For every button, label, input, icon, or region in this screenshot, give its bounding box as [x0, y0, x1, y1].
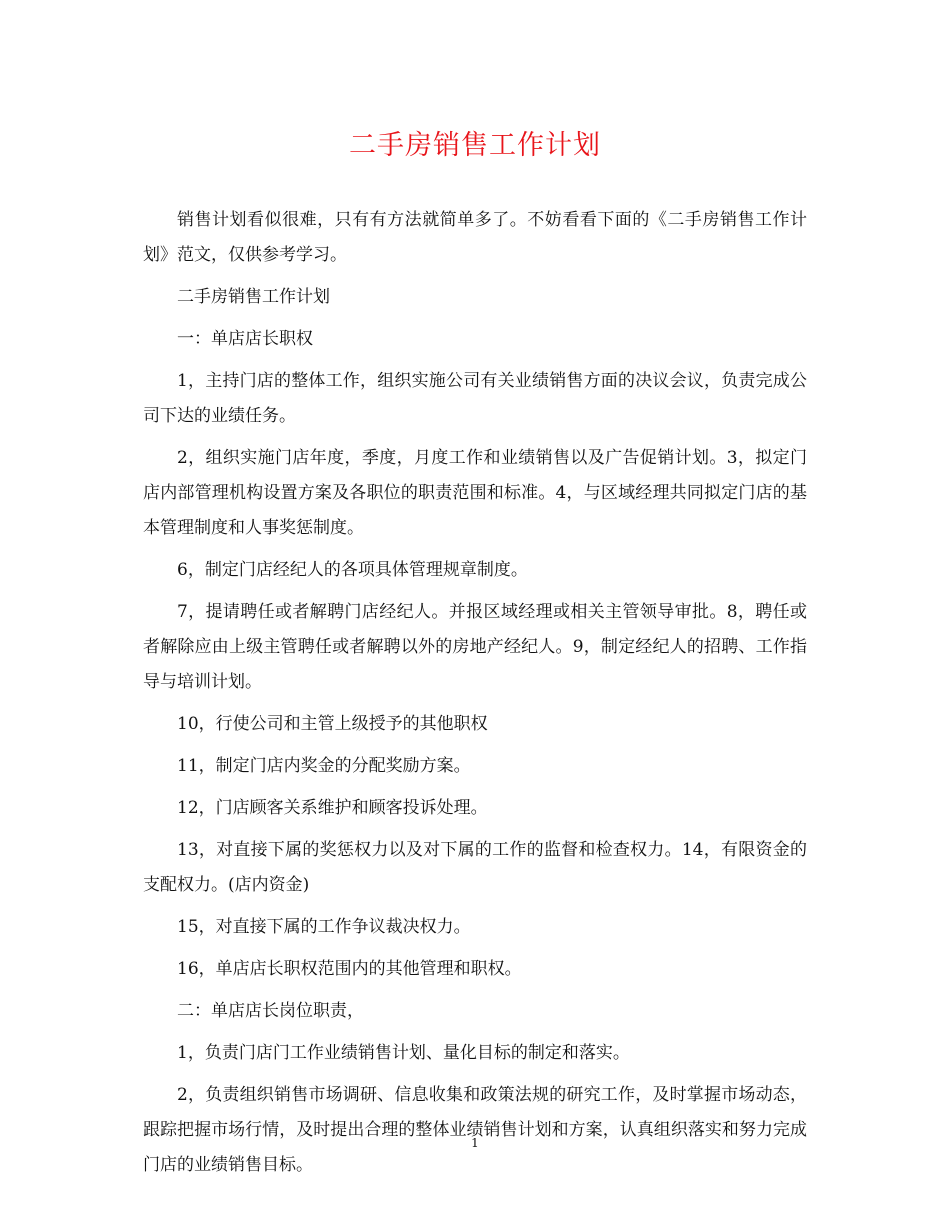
paragraph: 6，制定门店经纪人的各项具体管理规章制度。	[177, 560, 528, 580]
paragraph: 7，提请聘任或者解聘门店经纪人。并报区域经理或相关主管领导审批。8，聘任或者解除应由上级主管聘任或者解聘以外的房地产经纪人。9，制定经纪人的招聘、工作指导与培训计划。	[143, 602, 807, 692]
paragraph: 13，对直接下属的奖惩权力以及对下属的工作的监督和检查权力。14，有限资金的支配权力。(店内资金)	[143, 840, 807, 895]
paragraph-intro: 销售计划看似很难，只有有方法就简单多了。不妨看看下面的《二手房销售工作计划》范文，仅供参考学习。	[143, 210, 807, 265]
paragraph: 15，对直接下属的工作争议裁决权力。	[177, 917, 471, 937]
section-heading-2: 二：单店店长岗位职责，	[177, 1001, 364, 1021]
document-body	[143, 203, 807, 1190]
page-number: 1	[471, 1136, 479, 1150]
paragraph: 11，制定门店内奖金的分配奖励方案。	[177, 756, 471, 776]
paragraph: 1，主持门店的整体工作，组织实施公司有关业绩销售方面的决议会议，负责完成公司下达的业绩任务。	[143, 371, 807, 426]
paragraph-subtitle: 二手房销售工作计划	[177, 287, 330, 307]
section-heading-1: 一：单店店长职权	[177, 329, 313, 349]
paragraph: 2，负责组织销售市场调研、信息收集和政策法规的研究工作，及时掌握市场动态，跟踪把握市场行情，及时提出合理的整体业绩销售计划和方案，认真组织落实和努力完成门店的业绩销售目标。	[143, 1085, 807, 1175]
document-title: 二手房销售工作计划	[349, 130, 601, 161]
paragraph: 12，门店顾客关系维护和顾客投诉处理。	[177, 798, 488, 818]
paragraph: 1，负责门店门工作业绩销售计划、量化目标的制定和落实。	[177, 1043, 630, 1063]
paragraph: 16，单店店长职权范围内的其他管理和职权。	[177, 959, 522, 979]
paragraph: 2，组织实施门店年度，季度，月度工作和业绩销售以及广告促销计划。3，拟定门店内部管理机构设置方案及各职位的职责范围和标准。4，与区域经理共同拟定门店的基本管理制度和人事奖惩制度。	[143, 448, 807, 538]
paragraph: 10，行使公司和主管上级授予的其他职权	[177, 714, 488, 734]
